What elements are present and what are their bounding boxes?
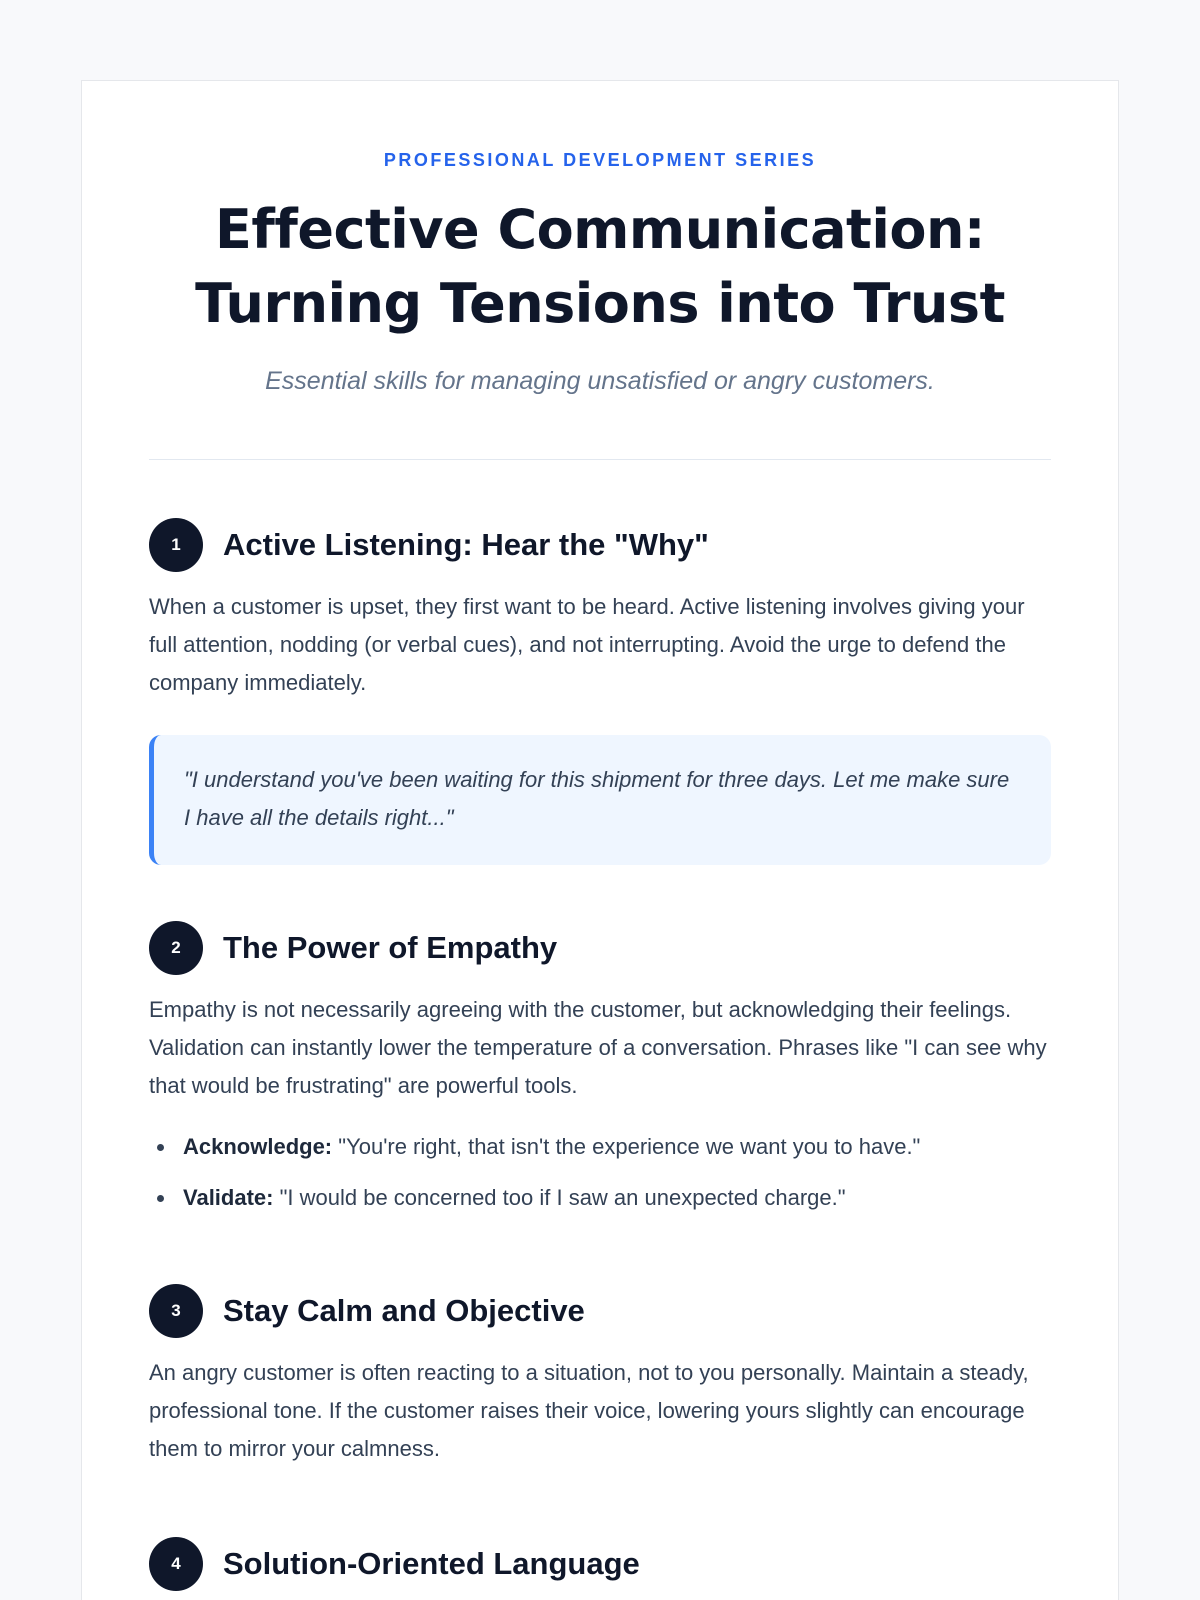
bullet-icon xyxy=(157,1195,164,1202)
section-number-badge: 2 xyxy=(149,921,203,975)
header-divider xyxy=(149,459,1051,460)
document-card xyxy=(81,80,1119,1600)
section-number-badge: 1 xyxy=(149,518,203,572)
section-title: Active Listening: Hear the "Why" xyxy=(223,527,709,562)
title-line-2: Turning Tensions into Trust xyxy=(195,272,1005,335)
bullet-icon xyxy=(157,1144,164,1151)
series-label: PROFESSIONAL DEVELOPMENT SERIES xyxy=(383,150,817,170)
list-item xyxy=(149,1183,1051,1213)
list-item-term: Validate: xyxy=(183,1185,274,1210)
list-item xyxy=(149,1132,1051,1162)
section-number-badge: 4 xyxy=(149,1537,203,1591)
title-line-1: Effective Communication: xyxy=(214,198,986,261)
section-title: The Power of Empathy xyxy=(223,930,558,965)
section-1-header xyxy=(149,518,1051,572)
list-item-text: "I would be concerned too if I saw an unexpected charge." xyxy=(273,1185,846,1210)
section-number-badge: 3 xyxy=(149,1284,203,1338)
example-quote: "I understand you've been waiting for this shipment for three days. Let me make sure I have all the details right..." xyxy=(149,735,1051,865)
section-title: Solution-Oriented Language xyxy=(223,1546,640,1581)
section-2-body: Empathy is not necessarily agreeing with the customer, but acknowledging their feelings. Validation can instantly lower the temperature of a conversation. Phrases like "I can see why that would be frustrating" are powerful tools. xyxy=(149,997,1047,1098)
example-phrases-list xyxy=(149,1132,1051,1234)
section-2-header xyxy=(149,921,1051,975)
section-title: Stay Calm and Objective xyxy=(223,1293,585,1328)
list-item-text: "You're right, that isn't the experience we want you to have." xyxy=(332,1134,921,1159)
page-title xyxy=(129,193,1071,341)
section-3-body: An angry customer is often reacting to a situation, not to you personally. Maintain a steady, professional tone. If the customer raises their voice, lowering yours slightly can encourage them to mirror your calmness. xyxy=(149,1360,1029,1461)
section-1-body: When a customer is upset, they first want to be heard. Active listening involves giving your full attention, nodding (or verbal cues), and not interrupting. Avoid the urge to defend the company immediately. xyxy=(149,594,1025,695)
page-subtitle: Essential skills for managing unsatisfied or angry customers. xyxy=(265,367,935,395)
section-4-header xyxy=(149,1537,1051,1591)
list-item-term: Acknowledge: xyxy=(183,1134,333,1159)
section-3-header xyxy=(149,1284,1051,1338)
